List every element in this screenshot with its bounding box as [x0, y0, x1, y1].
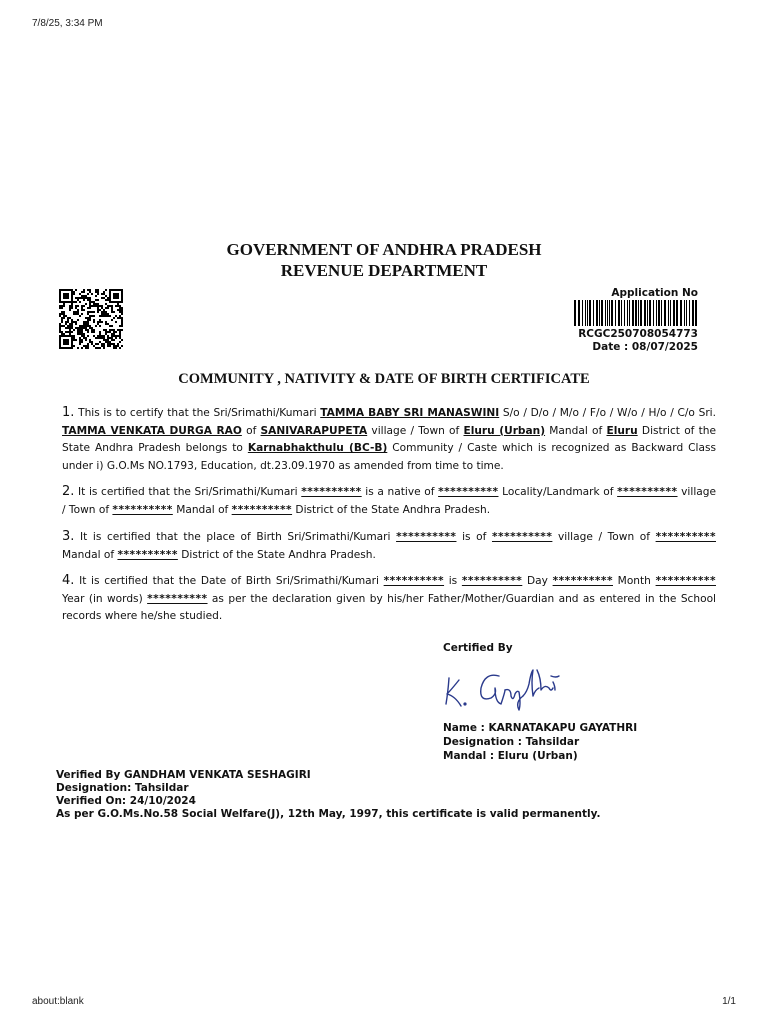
masked-field: **********	[117, 548, 178, 561]
masked-field: **********	[617, 486, 678, 498]
para-number: 3.	[62, 529, 75, 544]
text: Day	[522, 575, 553, 587]
text: is of	[456, 531, 492, 543]
text: Locality/Landmark of	[498, 486, 618, 498]
masked-field: **********	[438, 486, 499, 498]
officer-name: Name : KARNATAKAPU GAYATHRI	[443, 722, 638, 734]
masked-field: **********	[552, 575, 613, 587]
barcode	[574, 300, 698, 326]
village-name: SANIVARAPUPETA	[260, 424, 368, 437]
signature	[441, 662, 566, 712]
validity-note: As per G.O.Ms.No.58 Social Welfare(J), 12th May, 1997, this certificate is valid permanently.	[56, 808, 601, 820]
print-datetime: 7/8/25, 3:34 PM	[32, 18, 103, 29]
text: S/o / D/o / M/o / F/o / W/o / H/o / C/o Sri.	[499, 407, 716, 419]
para-number: 4.	[62, 573, 75, 588]
certified-by-label: Certified By	[443, 642, 513, 654]
government-title: GOVERNMENT OF ANDHRA PRADESH	[226, 240, 542, 259]
text: District of the State Andhra Pradesh.	[177, 548, 376, 561]
document-header	[0, 239, 768, 281]
verified-by: Verified By GANDHAM VENKATA SESHAGIRI	[56, 769, 311, 781]
text: It is certified that the place of Birth Sri/Srimathi/Kumari	[74, 531, 397, 543]
verification-block	[56, 769, 600, 821]
paragraph-4	[62, 572, 716, 626]
masked-field: **********	[396, 531, 457, 543]
father-name: TAMMA VENKATA DURGA RAO	[62, 424, 242, 437]
masked-field: **********	[112, 503, 173, 516]
application-number: RCGC250708054773	[578, 328, 698, 340]
text: village / Town of	[62, 486, 716, 516]
text: of	[241, 424, 261, 437]
verified-on: Verified On: 24/10/2024	[56, 795, 196, 807]
department-title: REVENUE DEPARTMENT	[280, 261, 488, 280]
officer-details	[443, 721, 637, 763]
verifier-designation: Designation: Tahsildar	[56, 782, 189, 794]
application-date: Date : 08/07/2025	[592, 341, 698, 353]
print-page-number: 1/1	[722, 996, 736, 1007]
text: village / Town of	[367, 424, 464, 437]
text: It is certified that the Date of Birth Sri/Srimathi/Kumari	[74, 575, 384, 587]
masked-field: **********	[655, 531, 716, 543]
district-name: Eluru	[606, 424, 638, 437]
text: It is certified that the Sri/Srimathi/Kumari	[74, 486, 302, 498]
community-name: Karnabhakthulu (BC-B)	[247, 442, 388, 454]
text: Year (in words)	[62, 592, 148, 605]
applicant-name: TAMMA BABY SRI MANASWINI	[320, 407, 500, 419]
masked-field: **********	[231, 503, 293, 516]
masked-field: **********	[491, 531, 553, 543]
masked-field: **********	[301, 486, 362, 498]
certificate-title: COMMUNITY , NATIVITY & DATE OF BIRTH CERTIFICATE	[178, 371, 590, 387]
officer-mandal: Mandal : Eluru (Urban)	[443, 750, 578, 762]
text: as per the declaration given by his/her Father/Mother/Guardian and as entered in the School records where he/she studied.	[62, 592, 717, 622]
paragraph-1	[62, 404, 716, 475]
text: This is to certify that the Sri/Srimathi/Kumari	[74, 407, 321, 419]
text: is a native of	[361, 486, 439, 498]
paragraph-2	[62, 483, 716, 519]
text: Community / Caste which is recognized as Backward Class under i) G.O.Ms NO.1793, Education, dt.23.09.1970 as amended from time to time.	[62, 442, 716, 472]
paragraph-3	[62, 528, 716, 564]
masked-field: **********	[461, 575, 523, 587]
masked-field: **********	[383, 575, 445, 587]
text: is	[444, 575, 462, 587]
text: District of the State Andhra Pradesh.	[292, 503, 491, 516]
para-number: 1.	[62, 405, 75, 420]
para-number: 2.	[62, 484, 75, 499]
text: village / Town of	[552, 531, 656, 543]
town-name: Eluru (Urban)	[463, 424, 546, 437]
qr-code	[59, 289, 123, 349]
application-block	[498, 287, 698, 353]
text: Month	[613, 575, 656, 587]
application-label: Application No	[611, 287, 698, 299]
text: Mandal of	[62, 548, 118, 561]
text: Mandal of	[172, 503, 232, 516]
masked-field: **********	[655, 575, 716, 587]
masked-field: **********	[147, 592, 208, 605]
text: District of the State Andhra Pradesh belongs to	[62, 424, 717, 454]
text: Mandal of	[545, 424, 607, 437]
officer-designation: Designation : Tahsildar	[443, 736, 580, 748]
print-url: about:blank	[32, 996, 84, 1007]
